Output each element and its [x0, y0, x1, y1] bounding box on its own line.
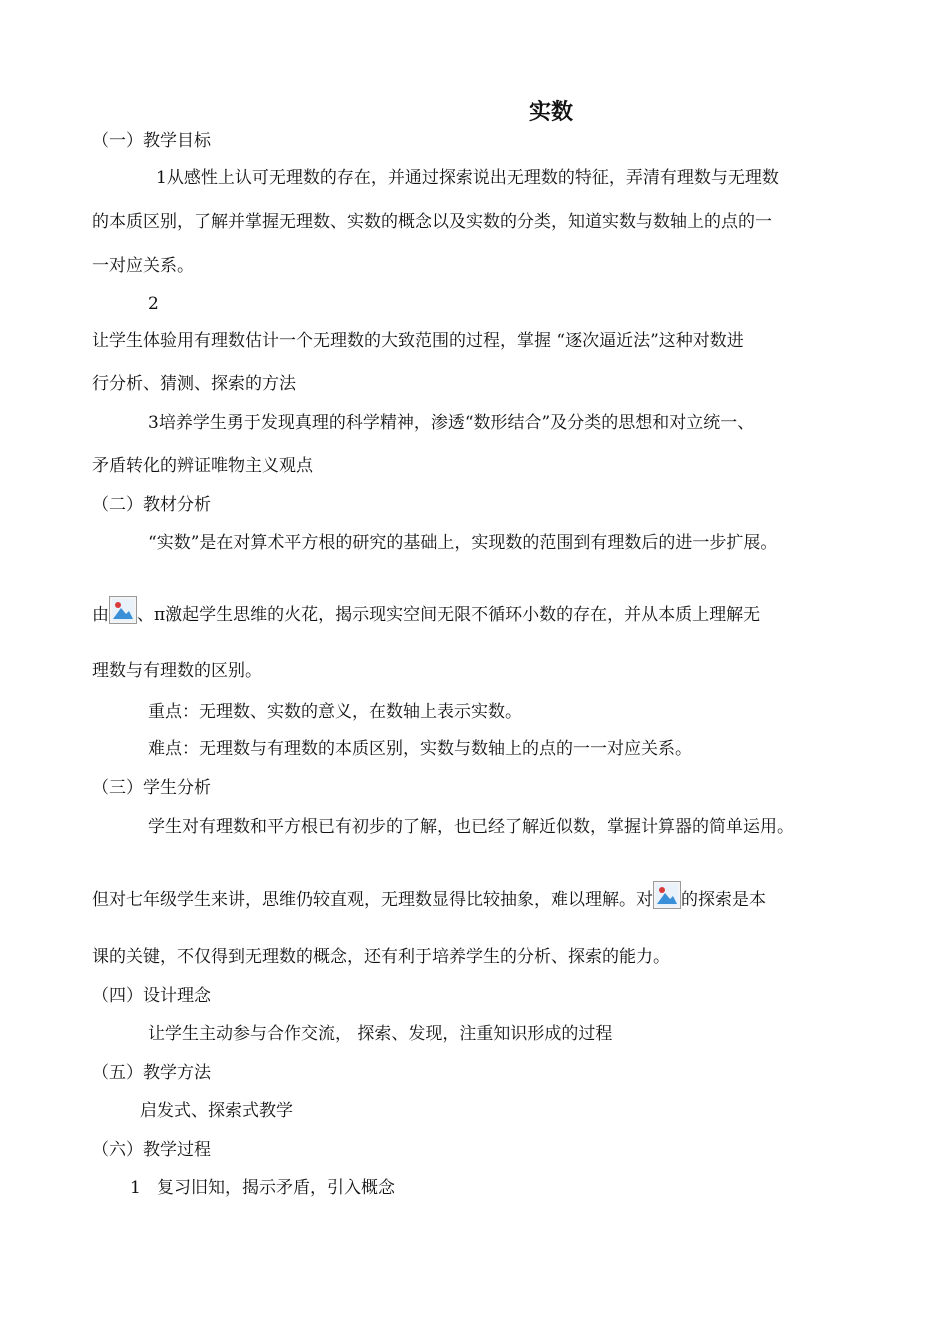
- paragraph-line: 启发式、探索式教学: [140, 1101, 293, 1121]
- text-fragment: 的探索是本: [681, 890, 766, 910]
- page-title: 实数: [528, 100, 573, 125]
- paragraph-line: 1 复习旧知，揭示矛盾，引入概念: [130, 1178, 396, 1198]
- paragraph-line: [92, 596, 760, 627]
- paragraph-line: 让学生体验用有理数估计一个无理数的大致范围的过程，掌握 “逐次逼近法”这种对数进: [92, 331, 744, 351]
- image-placeholder-icon: [653, 881, 681, 909]
- paragraph-line: 行分析、猜测、探索的方法: [92, 374, 296, 394]
- section-heading-material: （二）教材分析: [92, 495, 211, 515]
- list-number: 2: [148, 294, 159, 314]
- paragraph-line: 课的关键，不仅得到无理数的概念，还有利于培养学生的分析、探索的能力。: [92, 947, 670, 967]
- paragraph-line: 一对应关系。: [92, 256, 194, 276]
- section-heading-process: （六）教学过程: [92, 1140, 211, 1160]
- paragraph-line: 学生对有理数和平方根已有初步的了解，也已经了解近似数，掌握计算器的简单运用。: [148, 817, 794, 837]
- text-fragment: 、π激起学生思维的火花，揭示现实空间无限不循环小数的存在，并从本质上理解无: [137, 605, 761, 625]
- paragraph-line: 1从感性上认可无理数的存在，并通过探索说出无理数的特征，弄清有理数与无理数: [156, 168, 779, 188]
- section-heading-method: （五）教学方法: [92, 1063, 211, 1083]
- text-fragment: 但对七年级学生来讲，思维仍较直观，无理数显得比较抽象，难以理解。对: [92, 890, 653, 910]
- section-heading-students: （三）学生分析: [92, 778, 211, 798]
- paragraph-line: 让学生主动参与合作交流， 探索、发现，注重知识形成的过程: [148, 1024, 613, 1044]
- paragraph-line: “实数”是在对算术平方根的研究的基础上，实现数的范围到有理数后的进一步扩展。: [148, 533, 778, 553]
- key-point: 重点：无理数、实数的意义，在数轴上表示实数。: [148, 702, 522, 722]
- image-placeholder-icon: [109, 596, 137, 624]
- paragraph-line: 矛盾转化的辨证唯物主义观点: [92, 456, 313, 476]
- section-heading-design: （四）设计理念: [92, 986, 211, 1006]
- difficult-point: 难点：无理数与有理数的本质区别，实数与数轴上的点的一一对应关系。: [148, 739, 692, 759]
- section-heading-goals: （一）教学目标: [92, 131, 211, 151]
- paragraph-line: 的本质区别，了解并掌握无理数、实数的概念以及实数的分类，知道实数与数轴上的点的一: [92, 212, 772, 232]
- paragraph-line: [92, 881, 766, 912]
- paragraph-line: 3培养学生勇于发现真理的科学精神，渗透“数形结合”及分类的思想和对立统一、: [148, 413, 755, 433]
- paragraph-line: 理数与有理数的区别。: [92, 661, 262, 681]
- text-fragment: 由: [92, 605, 109, 625]
